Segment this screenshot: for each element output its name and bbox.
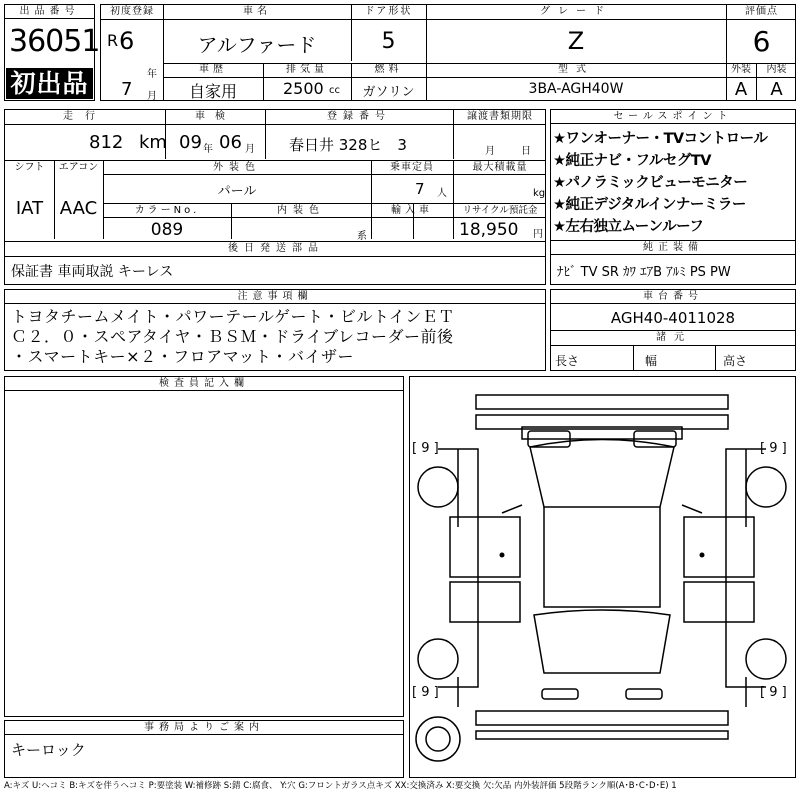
grade-label: グレード bbox=[540, 6, 612, 17]
later-parts-label: 後日発送部品 bbox=[228, 243, 324, 254]
lot-label: 出品番号 bbox=[5, 5, 94, 19]
load-label: 最大積載量 bbox=[472, 162, 528, 173]
first-listing-badge: 初出品 bbox=[6, 68, 93, 99]
tire-score-rear-right: [ 9 ] bbox=[760, 685, 787, 700]
chassis-value: AGH40-4011028 bbox=[610, 309, 736, 327]
mileage-label: 走行 bbox=[63, 111, 107, 122]
notes-line: ・スマートキー×２・フロアマット・バイザー bbox=[11, 347, 354, 366]
capacity-unit: 人 bbox=[437, 188, 447, 199]
transfer-label: 譲渡書類期限 bbox=[467, 111, 533, 122]
door-label: ドア形状 bbox=[364, 6, 413, 17]
info-box bbox=[4, 109, 546, 285]
color-no-value: 089 bbox=[150, 220, 184, 240]
history-value: 自家用 bbox=[188, 82, 237, 101]
dims-length: 長さ bbox=[555, 354, 580, 368]
year-unit: 年 bbox=[147, 69, 157, 80]
car-outline-diagram bbox=[410, 377, 795, 777]
ac-value: AAC bbox=[59, 198, 98, 219]
sales-point: ★純正ナビ・フルセグTV bbox=[553, 153, 712, 169]
interior-grade: A bbox=[770, 79, 783, 100]
color-label: 外装色 bbox=[213, 162, 261, 173]
notes-line: トヨタチームメイト・パワーテールゲート・ビルトインＥＴ bbox=[11, 307, 455, 326]
insp-month: 06 bbox=[219, 132, 242, 153]
notes-label: 注意事項欄 bbox=[5, 290, 545, 304]
history-label: 車歴 bbox=[199, 64, 227, 75]
shift-value: IAT bbox=[15, 198, 44, 219]
fuel-value: ガソリン bbox=[362, 85, 415, 100]
equipment-label: 純正装備 bbox=[551, 241, 795, 255]
model-value: 3BA-AGH40W bbox=[528, 81, 624, 97]
exterior-label: 外装 bbox=[731, 64, 751, 75]
mileage-unit: km bbox=[139, 132, 167, 153]
capacity-value: 7 bbox=[415, 180, 425, 198]
office-label: 事務局よりご案内 bbox=[5, 721, 403, 735]
displacement-value: 2500 bbox=[283, 79, 324, 98]
interior-color-label: 内装色 bbox=[277, 205, 325, 216]
car-name-label: 車名 bbox=[243, 6, 271, 17]
shift-label: シフト bbox=[14, 162, 45, 173]
equipment-value: ﾅﾋﾞ TV SR ｶﾜ ｴｱB ｱﾙﾐ PS PW bbox=[557, 265, 731, 280]
model-label: 型式 bbox=[558, 64, 594, 75]
transfer-day-unit: 日 bbox=[521, 146, 531, 157]
header-box bbox=[100, 4, 796, 101]
first-reg-year: 6 bbox=[119, 27, 135, 55]
mileage-value: 812 bbox=[89, 132, 124, 153]
office-box bbox=[4, 720, 404, 778]
sales-label: セールスポイント bbox=[551, 110, 795, 124]
exterior-grade: A bbox=[734, 79, 748, 100]
color-no-label: カラーNo. bbox=[134, 205, 200, 216]
notes-lines bbox=[11, 307, 455, 367]
office-text: キーロック bbox=[11, 741, 86, 759]
inspector-label: 検査員記入欄 bbox=[5, 377, 403, 391]
dims-height: 高さ bbox=[723, 354, 748, 368]
transfer-month-unit: 月 bbox=[485, 146, 495, 157]
legend-text: A:キズ U:ヘコミ B:キズを伴うヘコミ P:要塗装 W:補修跡 S:錆 C:腐食、 Y:穴 G:フロントガラス点キズ XX:交換済み X:要交換 欠:欠品 内外装評価 5段階ランク順(A･B･C･D･E) 1 bbox=[4, 781, 677, 791]
sales-point: ★純正デジタルインナーミラー bbox=[553, 197, 746, 213]
recycle-unit: 円 bbox=[533, 229, 543, 240]
tire-score-rear-left: [ 9 ] bbox=[412, 685, 439, 700]
score-label: 評価点 bbox=[745, 6, 778, 17]
capacity-label: 乗車定員 bbox=[390, 162, 434, 173]
lot-box bbox=[4, 4, 100, 101]
notes-line: Ｃ２．０・スペアタイヤ・ＢＳＭ・ドライブレコーダー前後 bbox=[11, 327, 454, 346]
month-unit: 月 bbox=[147, 91, 157, 102]
displacement-label: 排気量 bbox=[286, 64, 328, 75]
notes-box bbox=[4, 289, 546, 371]
insp-year-unit: 年 bbox=[203, 144, 213, 155]
later-parts-value: 保証書 車両取説 キーレス bbox=[11, 264, 174, 280]
sales-list bbox=[553, 128, 767, 238]
first-reg-month: 7 bbox=[121, 79, 133, 100]
grade-value: Z bbox=[567, 27, 585, 55]
score-value: 6 bbox=[752, 25, 771, 58]
chassis-label: 車台番号 bbox=[551, 290, 795, 304]
insp-year: 09 bbox=[179, 132, 202, 153]
dims-width: 幅 bbox=[645, 354, 658, 368]
lot-number: 36051 bbox=[9, 24, 100, 59]
interior-label: 内装 bbox=[766, 64, 787, 75]
color-value: パール bbox=[217, 184, 257, 199]
sales-point: ★パノラミックビューモニター bbox=[553, 175, 748, 191]
dims-label: 諸元 bbox=[656, 332, 692, 343]
plate-label: 登録番号 bbox=[327, 111, 391, 122]
equipment-box bbox=[550, 240, 796, 285]
first-reg-label: 初度登録 bbox=[110, 6, 154, 17]
era: R bbox=[107, 31, 119, 50]
sales-point: ★左右独立ムーンルーフ bbox=[553, 219, 704, 235]
interior-color-unit: 系 bbox=[357, 231, 367, 242]
car-name: アルファード bbox=[197, 33, 317, 57]
import-label: 輸入車 bbox=[391, 205, 433, 216]
chassis-box bbox=[550, 289, 796, 371]
tire-score-front-right: [ 9 ] bbox=[760, 441, 787, 456]
tire-score-front-left: [ 9 ] bbox=[412, 441, 439, 456]
load-unit: kg bbox=[533, 188, 546, 199]
sales-point: ★ワンオーナー・TVコントロール bbox=[553, 131, 768, 147]
recycle-label: リサイクル預託金 bbox=[462, 205, 538, 216]
plate-value: 春日井 328ヒ 3 bbox=[289, 136, 407, 154]
recycle-value: 18,950 bbox=[459, 220, 519, 240]
fuel-label: 燃料 bbox=[374, 64, 403, 75]
door-value: 5 bbox=[381, 29, 396, 54]
inspector-box bbox=[4, 376, 404, 717]
displacement-unit: cc bbox=[329, 85, 340, 96]
inspection-label: 車検 bbox=[195, 111, 235, 122]
car-diagram bbox=[409, 376, 796, 778]
ac-label: エアコン bbox=[58, 162, 99, 173]
sales-box bbox=[550, 109, 796, 241]
insp-month-unit: 月 bbox=[245, 144, 255, 155]
